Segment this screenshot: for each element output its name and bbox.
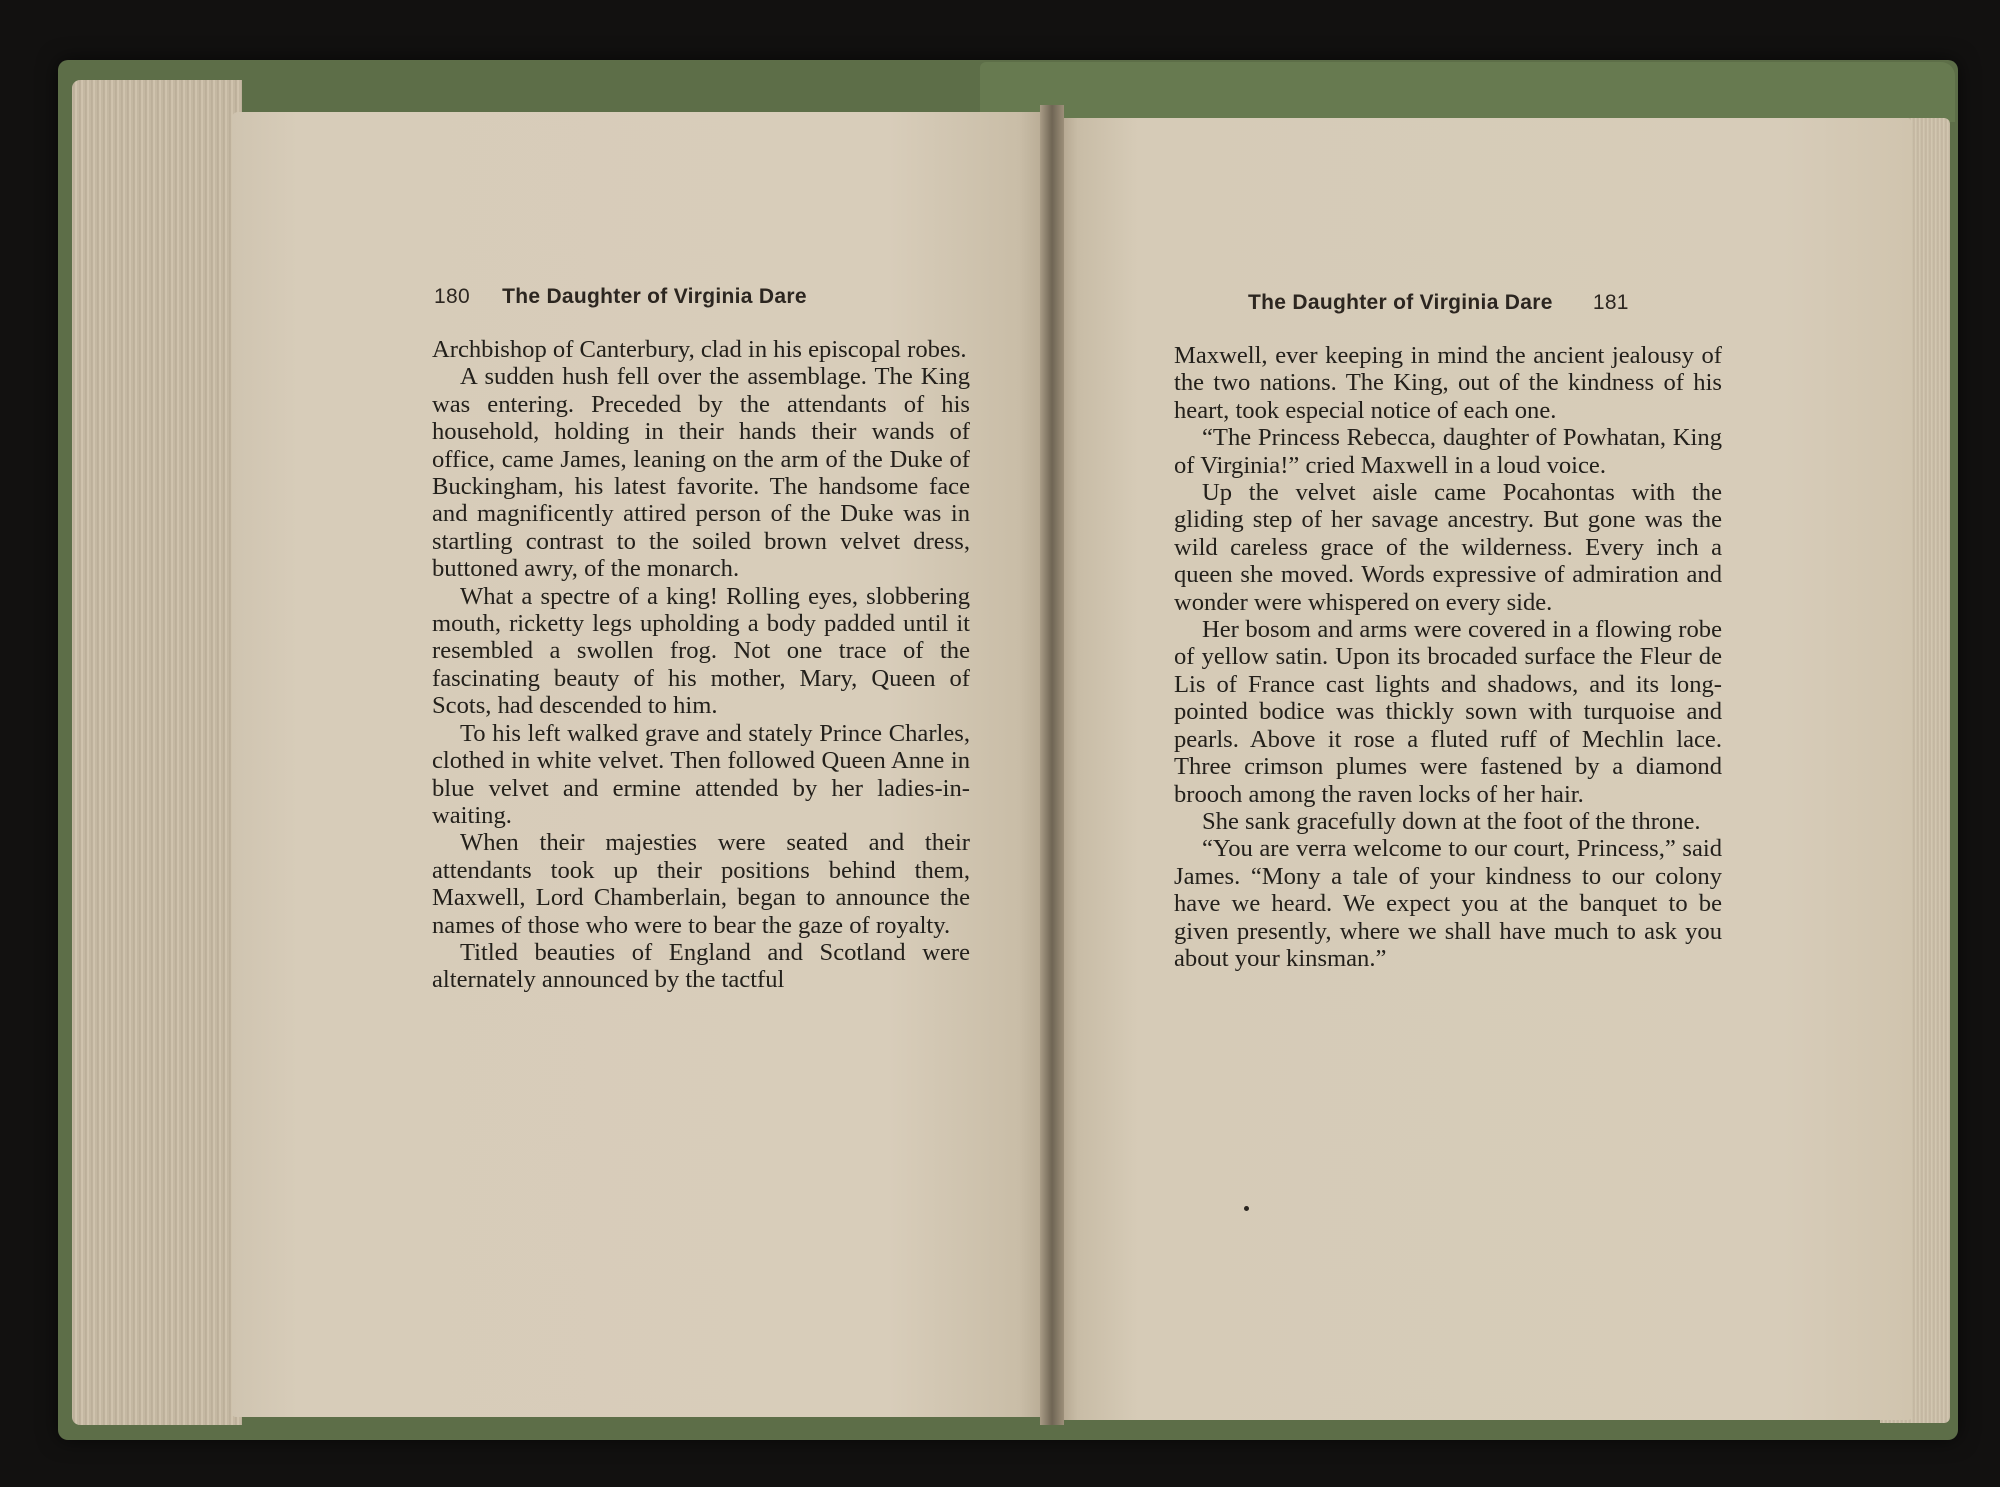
page-number: 180 bbox=[434, 285, 470, 308]
page-number: 181 bbox=[1592, 291, 1629, 314]
running-title: The Daughter of Virginia Dare bbox=[502, 285, 807, 308]
paragraph: “You are verra welcome to our court, Princess,” said James. “Mony a tale of your kindness to our colony have we heard. We expect you at the banquet to be given presently, where we shall have much to ask you about your kinsman.” bbox=[1174, 835, 1722, 972]
right-page-header bbox=[1248, 291, 1629, 331]
paragraph: She sank gracefully down at the foot of the throne. bbox=[1202, 807, 1701, 835]
paragraph: Maxwell, ever keeping in mind the ancient jealousy of the two nations. The King, out of the kindness of his heart, took especial notice of each one. bbox=[1174, 342, 1722, 424]
paragraph: A sudden hush fell over the assemblage. The King was entering. Preceded by the attendants of his household, holding in their hands their wands of office, came James, leaning on the arm of the Duke of Buckingham, his latest favorite. The handsome face and magnificently attired person of the Duke was in startling contrast to the soiled brown velvet dress, buttoned awry, of the monarch. bbox=[432, 363, 970, 583]
paragraph: When their majesties were seated and their attendants took up their positions behind them, Maxwell, Lord Chamberlain, began to announce the names of those who were to bear the gaze of royalty. bbox=[432, 829, 970, 939]
left-page-text bbox=[432, 336, 970, 994]
paragraph: To his left walked grave and stately Prince Charles, clothed in white velvet. Then followed Queen Anne in blue velvet and ermine attended by her ladies-in-waiting. bbox=[432, 719, 970, 829]
left-page bbox=[232, 112, 1052, 1417]
paragraph: “The Princess Rebecca, daughter of Powhatan, King of Virginia!” cried Maxwell in a loud voice. bbox=[1174, 424, 1722, 479]
paragraph: Archbishop of Canterbury, clad in his episcopal robes. bbox=[432, 336, 967, 363]
paragraph: What a spectre of a king! Rolling eyes, slobbering mouth, ricketty legs upholding a body padded until it resembled a swollen frog. Not one trace of the fascinating beauty of his mother, Mary, Queen of Scots, had descended to him. bbox=[432, 582, 970, 720]
book-gutter bbox=[1040, 105, 1064, 1425]
book-cover-top bbox=[980, 62, 1955, 122]
paragraph: Titled beauties of England and Scotland were alternately announced by the tactful bbox=[432, 938, 970, 994]
right-page-text bbox=[1174, 342, 1722, 972]
paragraph: Her bosom and arms were covered in a flowing robe of yellow satin. Upon its brocaded surface the Fleur de Lis of France cast lights and shadows, and its long-pointed bodice was thickly sown with turquoise and pearls. Above it rose a fluted ruff of Mechlin lace. Three crimson plumes were fastened by a diamond brooch among the raven locks of her hair. bbox=[1174, 616, 1722, 808]
left-page-header bbox=[434, 285, 807, 325]
ink-speck bbox=[1244, 1206, 1249, 1211]
right-page bbox=[1052, 118, 1912, 1420]
running-title: The Daughter of Virginia Dare bbox=[1248, 291, 1553, 314]
page-block-edge-left bbox=[72, 80, 242, 1425]
paragraph: Up the velvet aisle came Pocahontas with the gliding step of her savage ancestry. But gone was the wild careless grace of the wilderness. Every inch a queen she moved. Words expressive of admiration and wonder were whispered on every side. bbox=[1174, 479, 1722, 616]
